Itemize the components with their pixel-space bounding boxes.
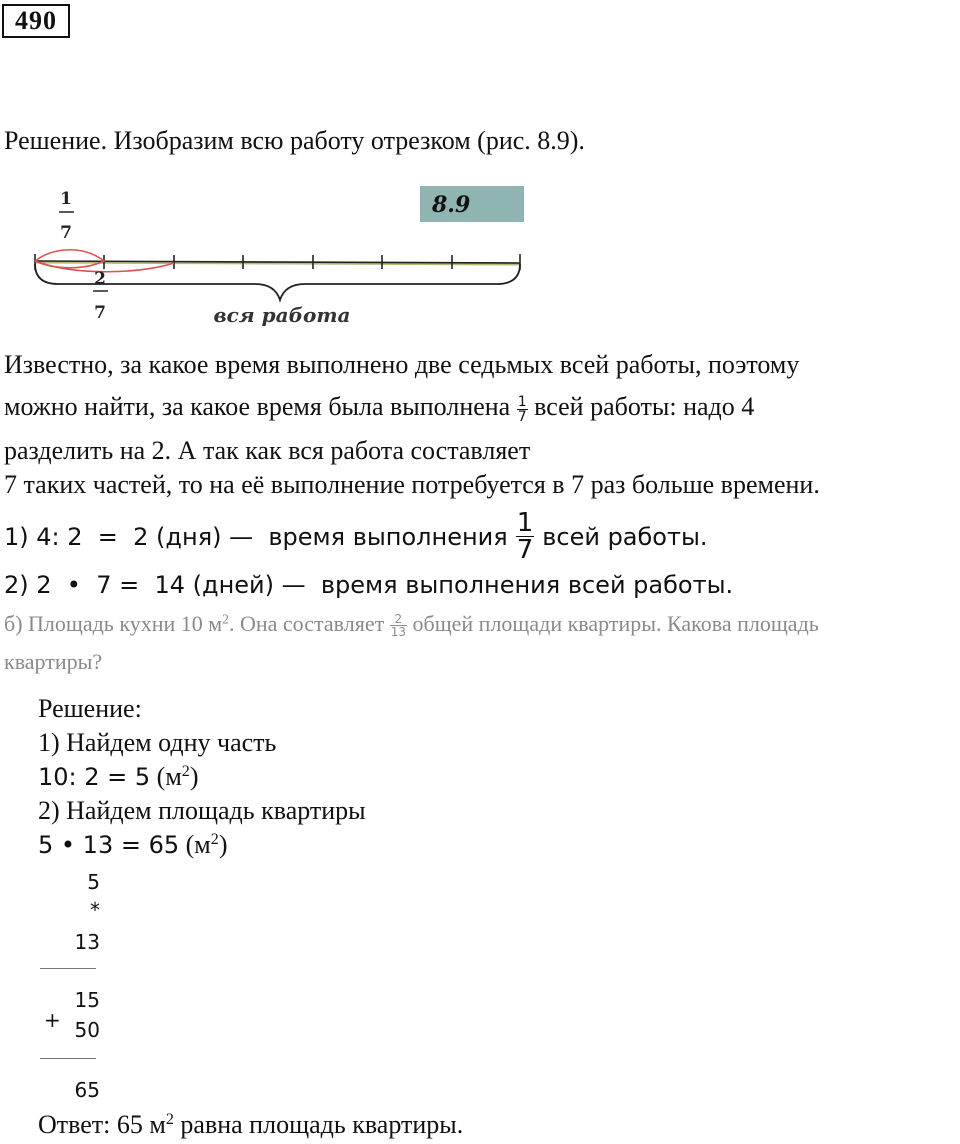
calc-1-expr: 10: 2 = 5 bbox=[38, 763, 151, 791]
solution-calc-2 bbox=[38, 830, 228, 860]
explanation-line-2-start: можно найти, за какое время была выполнена bbox=[4, 392, 511, 421]
bottom-fraction-num: 2 bbox=[94, 269, 106, 289]
calc-2-unit: (м bbox=[185, 830, 211, 859]
step-1 bbox=[4, 510, 708, 563]
answer-text-2: равна площадь квартиры. bbox=[173, 1110, 464, 1139]
calc-1-close: ) bbox=[189, 762, 199, 791]
answer-sup: 2 bbox=[165, 1111, 174, 1129]
calc-2-close: ) bbox=[218, 830, 228, 859]
problem-b-text-3: общей площади квартиры. Какова площадь bbox=[412, 611, 819, 636]
explanation-line-4: 7 таких частей, то на её выполнение потребуется в 7 раз больше времени. bbox=[4, 470, 820, 499]
problem-b-sup: 2 bbox=[222, 611, 229, 627]
column-result: 65 bbox=[74, 1078, 100, 1102]
segment-figure bbox=[0, 160, 530, 340]
calc-2-sup: 2 bbox=[210, 831, 219, 849]
explanation-line-2-end: всей работы: надо 4 bbox=[534, 392, 755, 421]
step-1-fraction: $\frac{1}{7}$ bbox=[516, 508, 534, 565]
explanation-line-3: разделить на 2. А так как вся работа составляет bbox=[4, 436, 531, 465]
figure-label: 8.9 bbox=[432, 192, 471, 218]
solution-step-2: 2) Найдем площадь квартиры bbox=[38, 796, 366, 825]
column-partial-2: 50 bbox=[74, 1018, 100, 1042]
column-rule-2 bbox=[40, 1058, 96, 1059]
problem-b-line-1 bbox=[4, 610, 819, 638]
problem-b-text-2: . Она составляет bbox=[228, 611, 385, 636]
column-plus: + bbox=[44, 1008, 61, 1032]
column-multiplicand: 5 bbox=[87, 870, 100, 894]
solution-step-1: 1) Найдем одну часть bbox=[38, 728, 277, 757]
calc-1-sup: 2 bbox=[181, 763, 190, 781]
brace-label: вся работа bbox=[213, 303, 351, 327]
answer bbox=[38, 1110, 463, 1140]
fraction-one-seventh: $\frac{1}{7}$ bbox=[517, 393, 527, 425]
fraction-two-thirteenths: $\frac{2}{13}$ bbox=[390, 612, 406, 640]
answer-text-1: Ответ: 65 м bbox=[38, 1110, 166, 1139]
column-multiplier: 13 bbox=[74, 930, 100, 954]
task-number: 490 bbox=[2, 4, 70, 38]
calc-1-unit: (м bbox=[156, 762, 182, 791]
step-1-tail: всей работы. bbox=[542, 522, 708, 551]
column-operator: * bbox=[90, 898, 100, 922]
top-fraction-den: 7 bbox=[60, 223, 72, 243]
explanation-line-2 bbox=[4, 392, 754, 424]
intro-text: Решение. Изобразим всю работу отрезком (рис. 8.9). bbox=[4, 126, 585, 155]
problem-b-text-1: б) Площадь кухни 10 м bbox=[4, 611, 223, 636]
column-partial-1: 15 bbox=[74, 988, 100, 1012]
column-rule-1 bbox=[40, 968, 96, 969]
problem-b-line-2: квартиры? bbox=[4, 649, 103, 674]
top-fraction-num: 1 bbox=[60, 189, 72, 209]
explanation-line-1: Известно, за какое время выполнено две седьмых всей работы, поэтому bbox=[4, 350, 800, 379]
bottom-fraction-den: 7 bbox=[94, 303, 106, 323]
solution-title: Решение: bbox=[38, 694, 142, 723]
step-2: 2) 2 • 7 = 14 (дней) — время выполнения всей работы. bbox=[4, 571, 734, 599]
step-1-text: 1) 4: 2 = 2 (дня) — время выполнения bbox=[4, 522, 508, 551]
calc-2-expr: 5 • 13 = 65 bbox=[38, 831, 180, 859]
solution-calc-1 bbox=[38, 762, 199, 792]
